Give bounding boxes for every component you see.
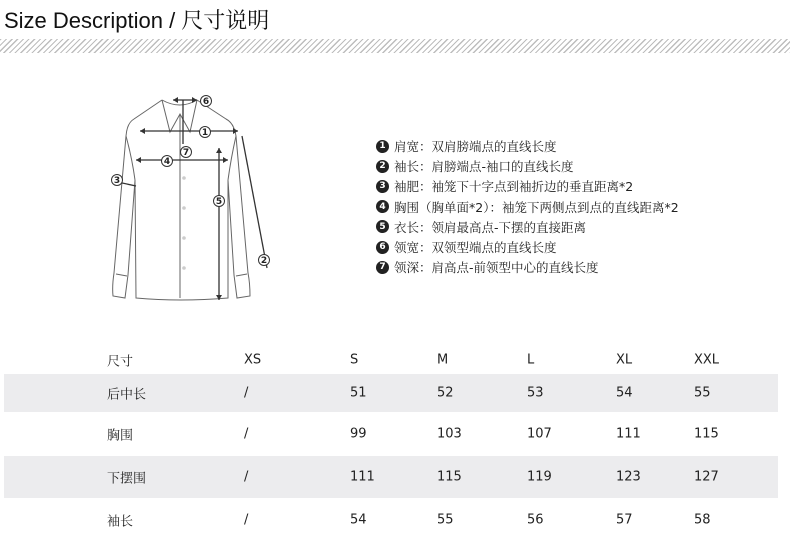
table-cell: 107 xyxy=(527,426,552,442)
marker-1 xyxy=(200,127,211,139)
table-cell: 57 xyxy=(616,512,633,528)
table-cell: 111 xyxy=(616,426,641,442)
marker-7 xyxy=(181,147,192,159)
svg-text:1: 1 xyxy=(201,128,209,139)
table-row xyxy=(4,412,778,456)
table-cell: 52 xyxy=(437,385,454,401)
legend-item xyxy=(376,136,679,156)
legend-item xyxy=(376,176,679,196)
legend-item xyxy=(376,257,679,277)
table-cell: 54 xyxy=(350,512,367,528)
table-row xyxy=(4,456,778,498)
marker-3 xyxy=(112,175,123,187)
table-cell: 103 xyxy=(437,426,462,442)
legend-desc: 袖笼下十字点到袖折边的垂直距离*2 xyxy=(431,179,634,195)
legend-label: 袖肥： xyxy=(394,179,432,195)
legend-label: 胸围（胸单面*2）： xyxy=(394,199,502,215)
table-cell: 54 xyxy=(616,385,633,401)
header-cell: S xyxy=(350,352,359,368)
table-cell: 56 xyxy=(527,512,544,528)
row-label: 下摆围 xyxy=(107,471,147,487)
row-label: 胸围 xyxy=(107,428,134,444)
size-table xyxy=(4,346,778,542)
legend-desc: 双领型端点的直线长度 xyxy=(431,240,557,256)
table-cell: / xyxy=(244,426,249,442)
table-cell: 123 xyxy=(616,469,641,485)
legend-label: 衣长： xyxy=(394,219,432,235)
table-cell: 115 xyxy=(694,426,719,442)
header-cell: L xyxy=(527,352,535,368)
legend-label: 袖长： xyxy=(394,159,432,175)
table-cell: 55 xyxy=(437,512,454,528)
legend-desc: 肩膀端点-袖口的直线长度 xyxy=(431,159,574,175)
table-cell: 115 xyxy=(437,469,462,485)
table-cell: / xyxy=(244,512,249,528)
legend-item xyxy=(376,156,679,176)
shirt-measurement-diagram xyxy=(100,88,280,313)
number-badge: 1 xyxy=(376,140,389,153)
number-badge: 5 xyxy=(376,220,389,233)
table-header-row xyxy=(4,346,778,374)
header-cell: XS xyxy=(244,352,262,368)
legend-item xyxy=(376,217,679,237)
row-label: 后中长 xyxy=(107,387,147,403)
hatched-divider xyxy=(0,39,790,53)
legend-desc: 领肩最高点-下摆的直接距离 xyxy=(431,219,587,235)
header-cell: XXL xyxy=(694,352,720,368)
svg-text:3: 3 xyxy=(113,176,121,187)
marker-4 xyxy=(162,156,173,168)
number-badge: 2 xyxy=(376,160,389,173)
table-cell: 58 xyxy=(694,512,711,528)
legend-desc: 双肩膀端点的直线长度 xyxy=(431,139,557,155)
svg-text:5: 5 xyxy=(215,197,223,208)
legend-label: 领深： xyxy=(394,260,432,276)
number-badge: 4 xyxy=(376,200,389,213)
table-row xyxy=(4,498,778,542)
legend-label: 领宽： xyxy=(394,240,432,256)
svg-text:4: 4 xyxy=(163,157,171,168)
table-cell: 55 xyxy=(694,385,711,401)
table-cell: 51 xyxy=(350,385,367,401)
header-cell: 尺寸 xyxy=(107,354,134,370)
page-title: Size Description / 尺寸说明 xyxy=(4,8,270,33)
legend-desc: 肩高点-前领型中心的直线长度 xyxy=(431,260,599,276)
header-cell: XL xyxy=(616,352,633,368)
number-badge: 3 xyxy=(376,180,389,193)
header-cell: M xyxy=(437,352,449,368)
table-cell: 111 xyxy=(350,469,375,485)
table-cell: 53 xyxy=(527,385,544,401)
table-row xyxy=(4,374,778,412)
number-badge: 7 xyxy=(376,261,389,274)
legend-item xyxy=(376,237,679,257)
row-label: 袖长 xyxy=(107,514,134,530)
measurement-legend xyxy=(376,136,679,277)
marker-6 xyxy=(201,96,212,108)
marker-2 xyxy=(259,255,270,267)
legend-label: 肩宽： xyxy=(394,139,432,155)
legend-desc: 袖笼下两侧点到点的直线距离*2 xyxy=(501,199,679,215)
svg-text:6: 6 xyxy=(202,97,210,108)
table-cell: 127 xyxy=(694,469,719,485)
table-cell: / xyxy=(244,385,249,401)
table-cell: / xyxy=(244,469,249,485)
number-badge: 6 xyxy=(376,241,389,254)
legend-item xyxy=(376,197,679,217)
svg-text:2: 2 xyxy=(260,256,268,267)
table-cell: 99 xyxy=(350,426,367,442)
table-cell: 119 xyxy=(527,469,552,485)
marker-5 xyxy=(214,196,225,208)
svg-text:7: 7 xyxy=(182,148,190,159)
